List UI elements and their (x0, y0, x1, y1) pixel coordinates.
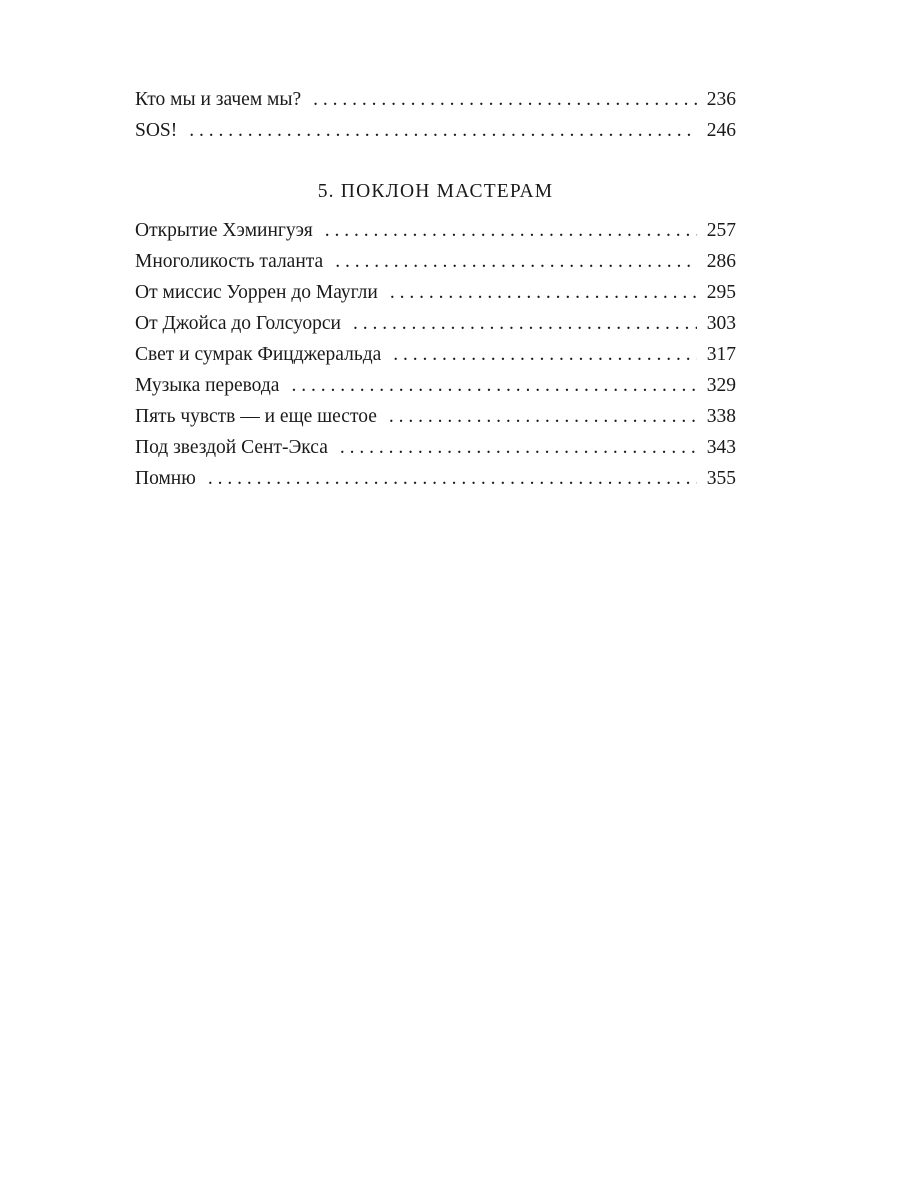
toc-entry-title: Под звездой Сент-Экса (135, 437, 328, 458)
toc-entry-title: Кто мы и зачем мы? (135, 89, 302, 110)
toc-entry[interactable] (135, 463, 736, 494)
toc-dot-leader (340, 432, 697, 463)
toc-entry-page: 236 (706, 89, 736, 110)
toc-entry-page: 295 (706, 282, 736, 303)
toc-entry-page: 246 (706, 120, 736, 141)
toc-dot-leader (325, 215, 697, 246)
toc-dot-leader (208, 463, 697, 494)
toc-entry[interactable] (135, 246, 736, 277)
toc-section-entries (135, 215, 736, 494)
toc-entry-title: Открытие Хэмингуэя (135, 220, 313, 241)
toc-entry-page: 257 (706, 220, 736, 241)
section-heading: 5. ПОКЛОН МАСТЕРАМ (317, 181, 554, 202)
toc-entry-page: 338 (706, 406, 736, 427)
toc-entry[interactable] (135, 432, 736, 463)
toc-dot-leader (189, 115, 696, 146)
toc-entry[interactable] (135, 277, 736, 308)
toc-entry-title: Многоликость таланта (135, 251, 324, 272)
toc-entry-page: 317 (706, 344, 736, 365)
toc-entry-title: Пять чувств — и еще шестое (135, 406, 377, 427)
toc-entry[interactable] (135, 339, 736, 370)
toc-entry[interactable] (135, 308, 736, 339)
toc-entry-title: Помню (135, 468, 196, 489)
toc-dot-leader (313, 84, 697, 115)
toc-entry[interactable] (135, 84, 736, 115)
toc-entry-page: 329 (706, 375, 736, 396)
toc-entry-page: 303 (706, 313, 736, 334)
toc-dot-leader (390, 277, 697, 308)
toc-entry-title: Свет и сумрак Фицджеральда (135, 344, 382, 365)
toc-entry-page: 286 (706, 251, 736, 272)
toc-entry-title: От миссис Уоррен до Маугли (135, 282, 378, 303)
toc-entry-page: 343 (706, 437, 736, 458)
toc-entry[interactable] (135, 370, 736, 401)
toc-dot-leader (393, 339, 696, 370)
toc-entry[interactable] (135, 401, 736, 432)
toc-dot-leader (335, 246, 697, 277)
toc-dot-leader (291, 370, 696, 401)
toc-entry-title: Музыка перевода (135, 375, 280, 396)
toc-entry-title: От Джойса до Голсуорси (135, 313, 341, 334)
toc-top-entries (135, 84, 736, 146)
toc-entry[interactable] (135, 215, 736, 246)
table-of-contents (135, 84, 736, 494)
toc-entry[interactable] (135, 115, 736, 146)
toc-entry-title: SOS! (135, 120, 178, 141)
toc-dot-leader (389, 401, 697, 432)
toc-entry-page: 355 (706, 468, 736, 489)
toc-dot-leader (353, 308, 697, 339)
